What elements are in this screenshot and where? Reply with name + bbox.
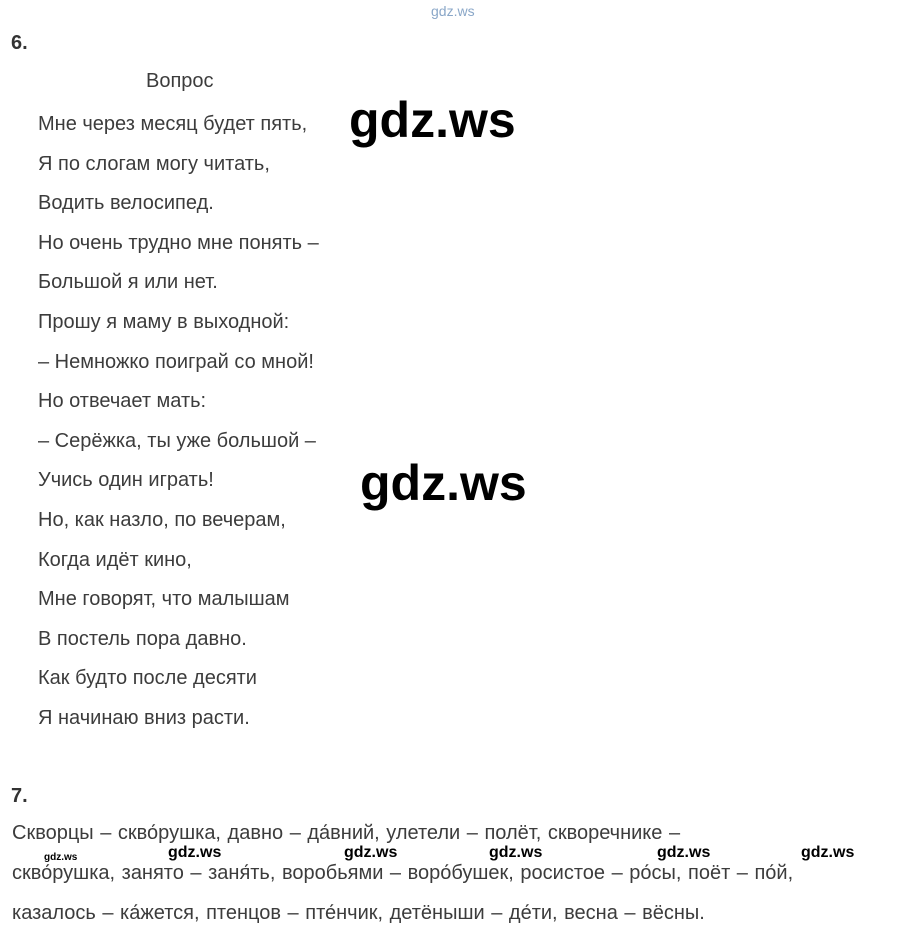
watermark-large: gdz.ws	[349, 92, 516, 148]
watermark-small: gdz.ws	[489, 844, 543, 861]
watermark-small: gdz.ws	[801, 844, 855, 861]
poem-line: Как будто после десяти	[38, 667, 257, 690]
watermark-small: gdz.ws	[657, 844, 711, 861]
poem-line: Я начинаю вниз расти.	[38, 706, 250, 729]
watermark-small: gdz.ws	[344, 844, 398, 861]
poem-line: Но очень трудно мне понять –	[38, 231, 319, 254]
prose-line: казалось – ка́жется, птенцов – пте́нчик, детёныши – де́ти, весна – вёсны.	[12, 902, 705, 924]
poem	[38, 105, 319, 739]
poem-line: Учись один играть!	[38, 469, 214, 492]
poem-line: Мне говорят, что малышам	[38, 588, 290, 611]
poem-line: Мне через месяц будет пять,	[38, 113, 308, 135]
poem-line: – Серёжка, ты уже большой –	[38, 429, 316, 452]
poem-line: – Немножко поиграй со мной!	[38, 350, 314, 373]
poem-title: Вопрос	[146, 70, 214, 92]
task-6-number: 6.	[11, 32, 28, 54]
poem-line: Я по слогам могу читать,	[38, 152, 270, 175]
poem-line: Прошу я маму в выходной:	[38, 310, 290, 333]
prose-line: скво́рушка, занято – заня́ть, воробьями – воро́бушек, росистое – ро́сы, поёт – по́й,	[12, 862, 794, 884]
prose-line: Скворцы – скво́рушка, давно – да́вний, улетели – полёт, скворечнике –	[12, 822, 681, 844]
watermark-small: gdz.ws	[168, 844, 222, 861]
watermark-tiny: gdz.ws	[44, 852, 78, 863]
poem-line: Но, как назло, по вечерам,	[38, 508, 286, 531]
poem-line: Но отвечает мать:	[38, 390, 207, 413]
poem-line: В постель пора давно.	[38, 627, 247, 650]
poem-line: Водить велосипед.	[38, 192, 214, 215]
watermark-top: gdz.ws	[431, 3, 475, 19]
poem-line: Большой я или нет.	[38, 271, 218, 294]
poem-line: Когда идёт кино,	[38, 548, 192, 571]
watermark-large: gdz.ws	[360, 455, 527, 511]
task-7-number: 7.	[11, 785, 28, 807]
